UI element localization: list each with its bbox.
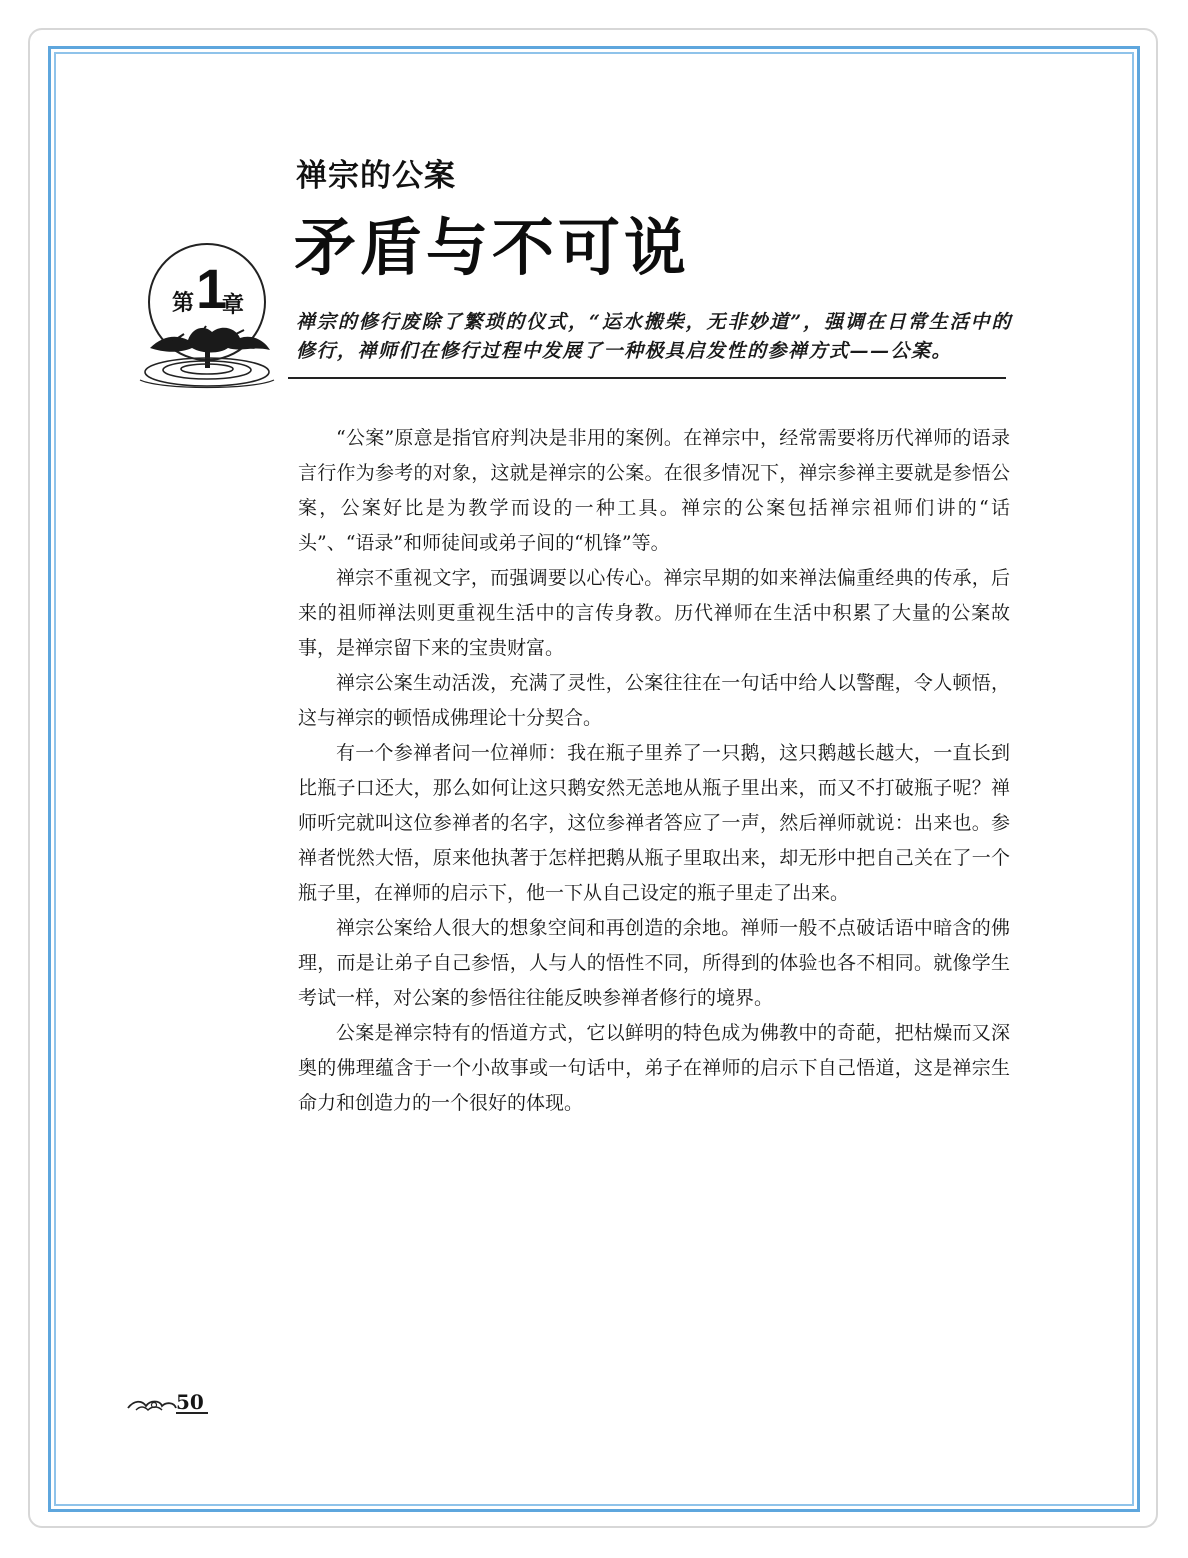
chapter-intro: 禅宗的修行废除了繁琐的仪式，“运水搬柴，无非妙道”，强调在日常生活中的修行，禅师们在修行过程中发展了一种极具启发性的参禅方式——公案。	[296, 311, 1012, 362]
chapter-label-prefix: 第	[172, 290, 195, 316]
chapter-title: 矛盾与不可说	[294, 211, 691, 284]
cloud-ornament-icon	[126, 1396, 178, 1414]
body-text	[298, 421, 1010, 1121]
paragraph: 禅宗公案生动活泼，充满了灵性，公案往往在一句话中给人以警醒，令人顿悟，这与禅宗的顿悟成佛理论十分契合。	[298, 672, 1010, 729]
chapter-label	[172, 257, 252, 332]
chapter-number: 1	[196, 257, 228, 320]
paragraph: 公案是禅宗特有的悟道方式，它以鲜明的特色成为佛教中的奇葩，把枯燥而又深奥的佛理蕴含于一个小故事或一句话中，弟子在禅师的启示下自己悟道，这是禅宗生命力和创造力的一个很好的体现。	[298, 1022, 1010, 1114]
page-number-value: 50	[176, 1392, 208, 1414]
paragraph: 禅宗公案给人很大的想象空间和再创造的余地。禅师一般不点破话语中暗含的佛理，而是让弟子自己参悟，人与人的悟性不同，所得到的体验也各不相同。就像学生考试一样，对公案的参悟往往能反映参禅者修行的境界。	[298, 917, 1010, 1009]
chapter-subtitle: 禅宗的公案	[296, 158, 456, 194]
intro-divider	[288, 377, 1006, 379]
chapter-label-suffix: 章	[222, 292, 245, 318]
paragraph: “公案”原意是指官府判决是非用的案例。在禅宗中，经常需要将历代禅师的语录言行作为参考的对象，这就是禅宗的公案。在很多情况下，禅宗参禅主要就是参悟公案，公案好比是为教学而设的一种工具。禅宗的公案包括禅宗祖师们讲的“话头”、“语录”和师徒间或弟子间的“机锋”等。	[298, 427, 1010, 554]
paragraph: 有一个参禅者问一位禅师：我在瓶子里养了一只鹅，这只鹅越长越大，一直长到比瓶子口还大，那么如何让这只鹅安然无恙地从瓶子里出来，而又不打破瓶子呢？禅师听完就叫这位参禅者的名字，这位参禅者答应了一声，然后禅师就说：出来也。参禅者恍然大悟，原来他执著于怎样把鹅从瓶子里取出来，却无形中把自己关在了一个瓶子里，在禅师的启示下，他一下从自己设定的瓶子里走了出来。	[298, 742, 1010, 904]
paragraph: 禅宗不重视文字，而强调要以心传心。禅宗早期的如来禅法偏重经典的传承，后来的祖师禅法则更重视生活中的言传身教。历代禅师在生活中积累了大量的公案故事，是禅宗留下来的宝贵财富。	[298, 567, 1010, 659]
